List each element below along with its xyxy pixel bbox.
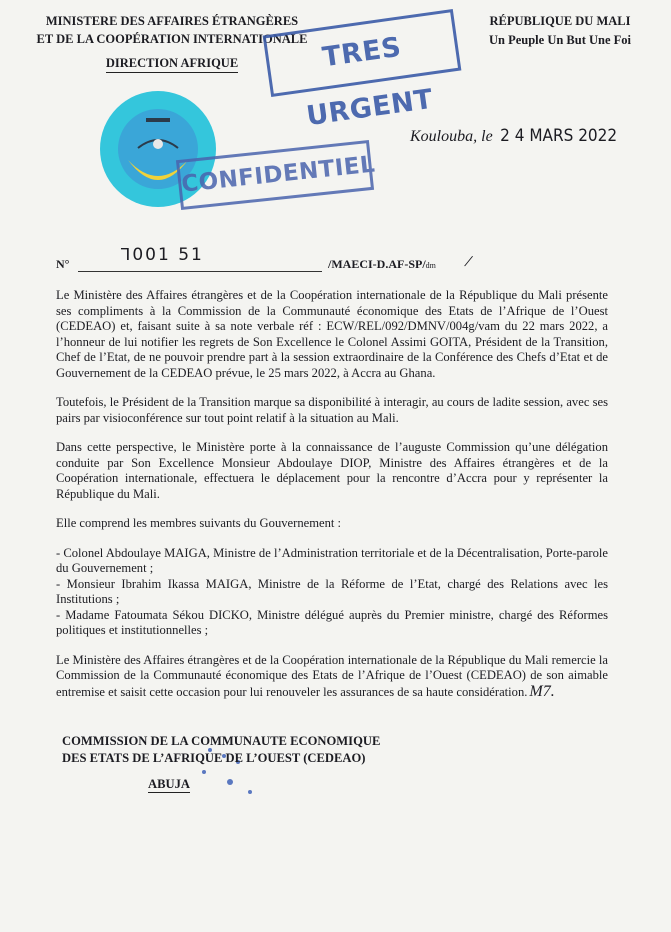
reference-number: ᒣ001 51 xyxy=(120,245,204,265)
member-item: - Colonel Abdoulaye MAIGA, Ministre de l’Administration territoriale et de la Décentralisation, Porte-parole du Gouvernement ; xyxy=(56,545,608,575)
paragraph-notification: Le Ministère des Affaires étrangères et de la Coopération internationale de la République du Mali présente ses compliments à la Commission de la Communauté économique des Etats de l’Afrique de l’Ouest (CEDEAO) et, faisant suite à sa note verbale réf : ECW/REL/092/DMNV/004g/vam du 22 mars 2022, a l’honneur de lui notifier les regrets de Son Excellence le Colonel Assimi GOITA, Président de la Transition, Chef de l’Etat, de ne pouvoir prendre part à la session extraordinaire de la Conférence des Chefs d’Etat et de Gouvernement de la CEDEAO prévue, le 25 mars 2022, à Accra au Ghana. xyxy=(56,288,608,380)
republic-header xyxy=(460,12,660,50)
date-place: Koulouba, le xyxy=(410,128,493,145)
ministry-line-2: ET DE LA COOPÉRATION INTERNATIONALE xyxy=(36,32,308,46)
direction-label: DIRECTION AFRIQUE xyxy=(106,54,238,73)
reference-code xyxy=(328,257,436,272)
reference-line xyxy=(56,245,476,271)
paragraph-closing xyxy=(56,653,608,701)
paragraph-members-intro: Elle comprend les membres suivants du Gouvernement : xyxy=(56,516,342,530)
confidential-stamp: CONFIDENTIEL xyxy=(176,140,374,210)
date-value: 2 4 MARS 2022 xyxy=(500,126,618,146)
reference-prefix: N° xyxy=(56,257,70,271)
ministry-line-1: MINISTERE DES AFFAIRES ÉTRANGÈRES xyxy=(45,14,299,28)
republic-name: RÉPUBLIQUE DU MALI xyxy=(489,14,631,28)
paragraph-availability: Toutefois, le Président de la Transition marque sa disponibilité à interagir, au cours de ladite session, avec ses pairs par visioconférence sur tout point relatif à la situation au Mali. xyxy=(56,395,608,425)
check-mark-icon: / xyxy=(462,250,475,272)
reference-code-text: /MAECI-D.AF-SP/ xyxy=(328,257,426,271)
national-motto: Un Peuple Un But Une Foi xyxy=(488,33,632,47)
recipient-line-1: COMMISSION DE LA COMMUNAUTE ECONOMIQUE xyxy=(62,734,381,748)
member-item: - Madame Fatoumata Sékou DICKO, Ministre délégué auprès du Premier ministre, chargé des Réformes politiques et institutionnelles ; xyxy=(56,607,608,637)
paragraph-delegation: Dans cette perspective, le Ministère porte à la connaissance de l’auguste Commission qu’une délégation conduite par Son Excellence Monsieur Abdoulaye DIOP, Ministre des Affaires étrangères et de la Coopération internationale, effectuera le déplacement pour la rencontre d’Accra pour y représenter la République du Mali. xyxy=(56,440,608,501)
recipient-line-2: DES ETATS DE L’AFRIQUE DE L’OUEST (CEDEAO) xyxy=(62,751,366,765)
initials-mark: M7. xyxy=(529,682,555,700)
reference-underline xyxy=(78,271,322,272)
member-item: - Monsieur Ibrahim Ikassa MAIGA, Ministre de la Réforme de l’Etat, chargé des Relations avec les Institutions ; xyxy=(56,576,608,606)
date-line xyxy=(410,126,617,146)
letter-body xyxy=(56,288,608,714)
urgent-stamp: TRES URGENT xyxy=(263,9,462,97)
recipient-city: ABUJA xyxy=(148,777,190,791)
recipient-block xyxy=(62,733,380,767)
reference-initials: dm xyxy=(425,261,436,270)
closing-text: Le Ministère des Affaires étrangères et de la Coopération internationale de la République du Mali remercie la Commission de la Communauté économique des Etats de l’Afrique de l’Ouest (CEDEAO) de son aimable entremise et saisit cette occasion pour lui renouveler les assurances de sa haute considération. xyxy=(56,652,608,699)
